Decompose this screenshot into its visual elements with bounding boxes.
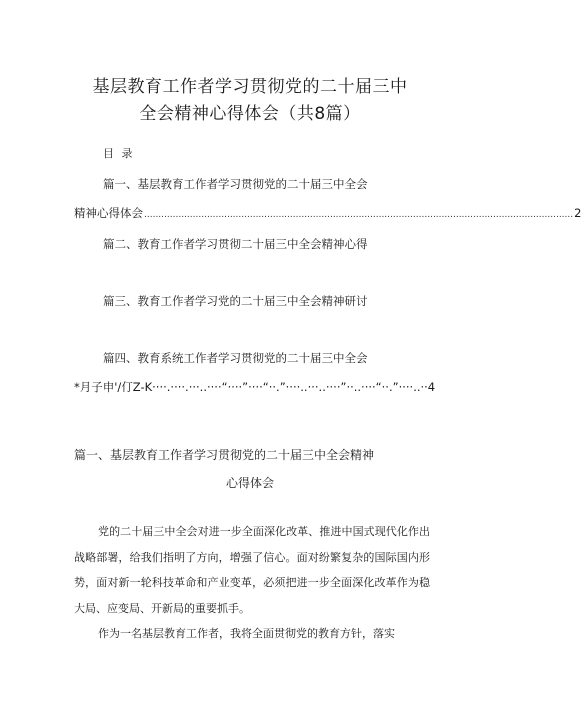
section-title-line2: 心得体会 [225,476,274,490]
toc-dot-leader: ...................................................................................................................................................... [144,210,574,220]
document-title-line2: 全会精神心得体会（共8篇） [139,104,361,124]
toc-entry-3[interactable]: 篇三、教育工作者学习党的二十届三中全会精神研讨 [103,294,368,308]
toc-entry-1-continuation[interactable] [74,205,581,221]
toc-entry-2[interactable]: 篇二、教育工作者学习贯彻二十届三中全会精神心得 [103,237,368,251]
body-paragraph-1: 党的二十届三中全会对进一步全面深化改革、推进中国式现代化作出战略部署，给我们指明了方向，增强了信心。面对纷繁复杂的国际国内形势，面对新一轮科技革命和产业变革，必须把进一步全面深化改革作为稳大局、应变局、开新局的重要抓手。 [74,525,430,615]
toc-entry-1[interactable]: 篇一、基层教育工作者学习贯彻党的二十届三中全会 [103,177,368,191]
toc-entry-4[interactable]: 篇四、教育系统工作者学习贯彻党的二十届三中全会 [103,351,368,365]
body-paragraph-2: 作为一名基层教育工作者，我将全面贯彻党的教育方针，落实 [98,627,395,640]
body-text [74,519,430,647]
section-title-line1: 篇一、基层教育工作者学习贯彻党的二十届三中全会精神 [74,448,375,462]
document-title-line1: 基层教育工作者学习贯彻党的二十届三中 [92,77,408,97]
toc-heading: 目 录 [103,147,135,160]
toc-entry-1-page-number: 2 [574,206,581,220]
toc-entry-1-line2: 精神心得体会 [74,206,143,220]
toc-entry-4-continuation[interactable]: *月子申'/仃Z-K····.····.···..····“····”····“··.”····..···..····”··..····“··.”····..··4 [74,380,436,394]
